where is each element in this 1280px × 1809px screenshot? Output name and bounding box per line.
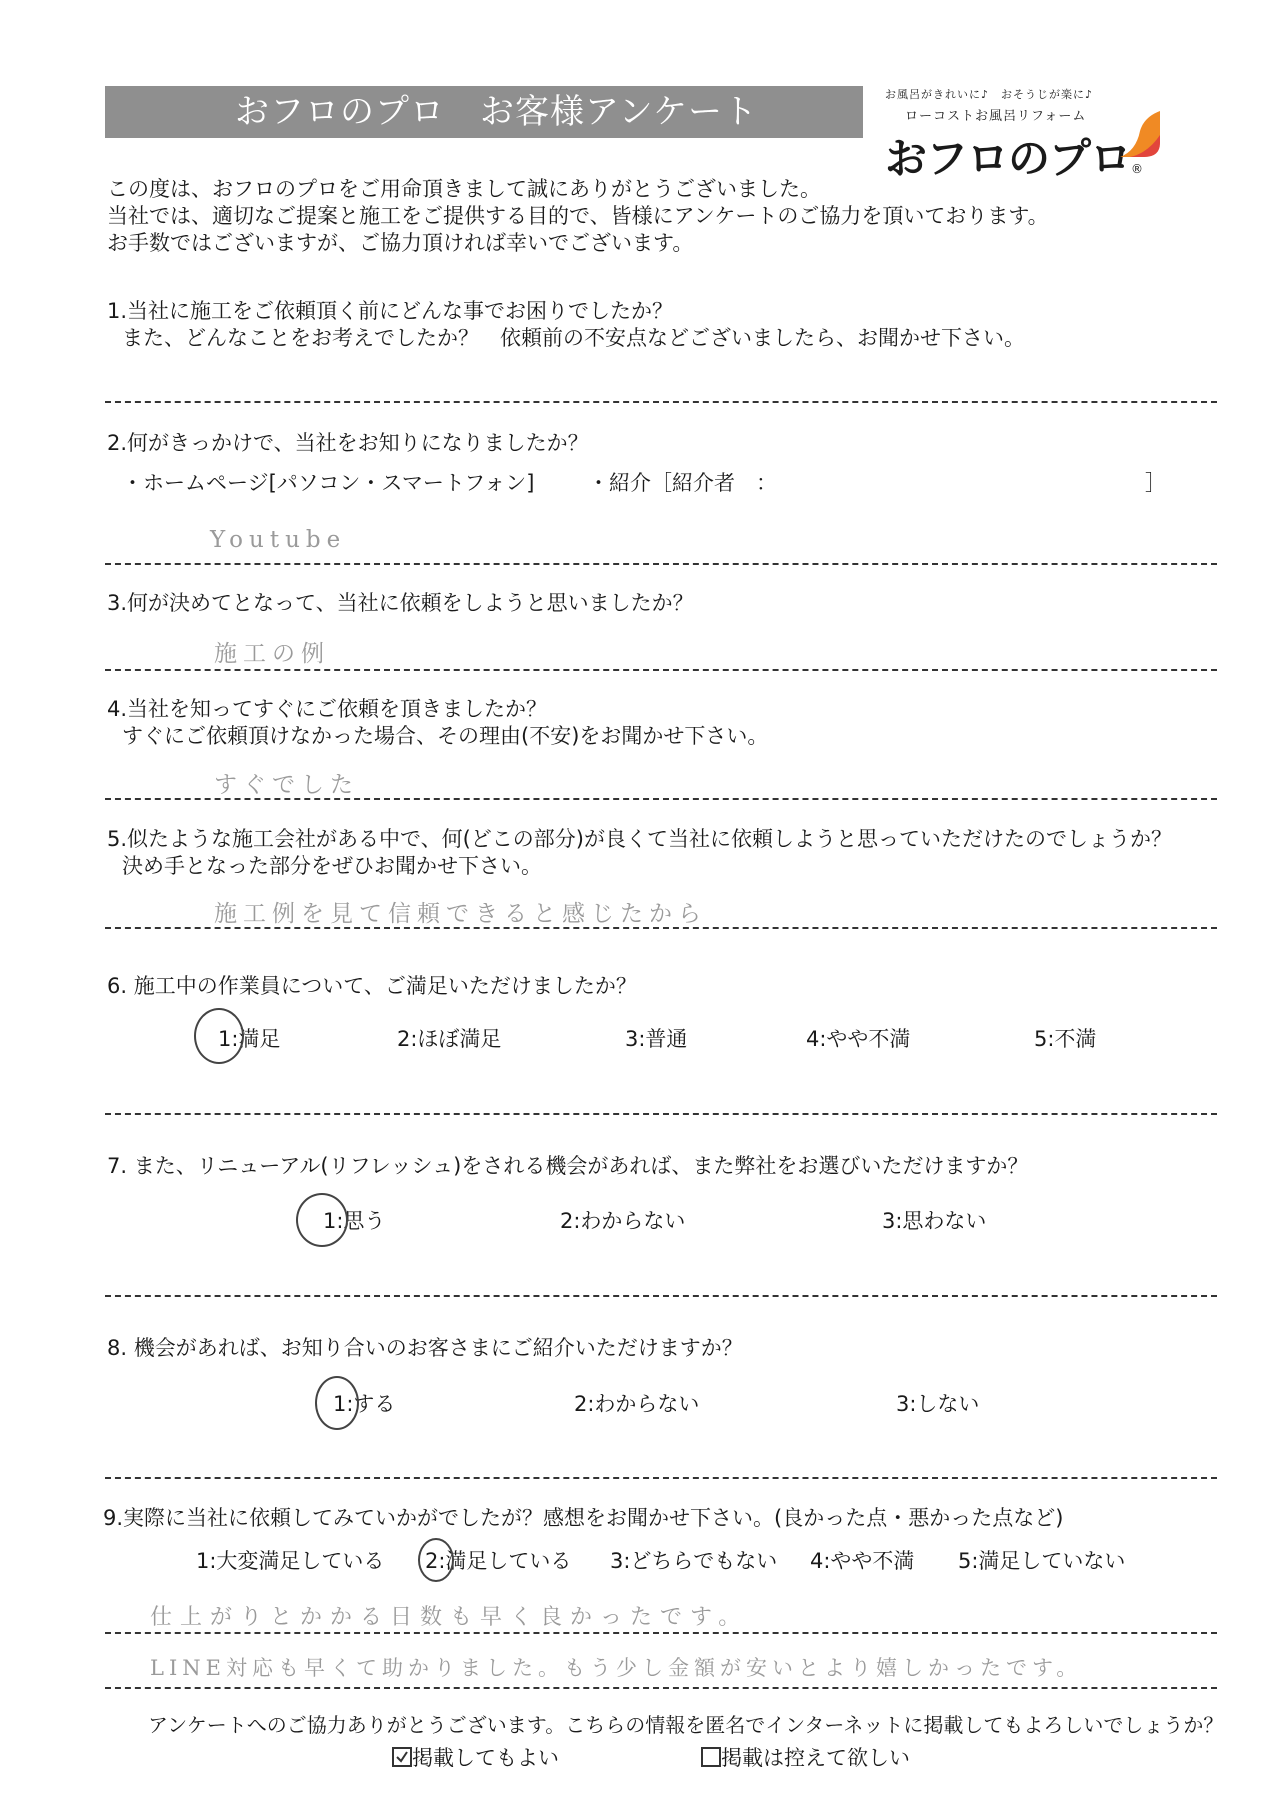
intro-line-3: お手数ではございますが、ご協力頂ければ幸いでございます。 <box>107 231 694 255</box>
q2-question: 2.何がきっかけで、当社をお知りになりましたか？ <box>107 431 589 455</box>
q4-handwritten-answer: すぐでした <box>214 772 359 798</box>
survey-title: おフロのプロ お客様アンケート <box>105 86 863 138</box>
q8-option-3[interactable]: 3:しない <box>896 1392 980 1416</box>
q3-answer-line <box>105 669 1217 671</box>
q7-option-3[interactable]: 3:思わない <box>882 1209 987 1233</box>
q6-option-4[interactable]: 4:やや不満 <box>806 1027 911 1051</box>
q9-selected-circle <box>418 1538 454 1582</box>
q6-option-1[interactable]: 1:満足 <box>218 1027 281 1051</box>
q6-divider <box>105 1113 1217 1115</box>
q1-question: 1.当社に施工をご依頼頂く前にどんな事でお困りでしたか？ <box>107 299 674 323</box>
q9-handwritten-answer-1: 仕上がりとかかる日数も早く良かったです。 <box>150 1605 749 1630</box>
intro-line-1: この度は、おフロのプロをご用命頂きまして誠にありがとうございました。 <box>107 177 821 201</box>
intro-line-2: 当社では、適切なご提案と施工をご提供する目的で、皆様にアンケートのご協力を頂いております。 <box>107 204 1049 228</box>
logo-subtitle: ローコストお風呂リフォーム <box>905 109 1087 124</box>
q3-handwritten-answer: 施工の例 <box>214 641 330 667</box>
q2-option-referral: ・紹介［紹介者 ： <box>588 471 777 495</box>
q9-option-1[interactable]: 1:大変満足している <box>196 1549 385 1573</box>
q9-option-5[interactable]: 5:満足していない <box>958 1549 1126 1573</box>
q6-option-5[interactable]: 5:不満 <box>1034 1027 1097 1051</box>
q9-question: 9.実際に当社に依頼してみていかがでしたが？感想をお聞かせ下さい。(良かった点・悪かった点など) <box>103 1506 1064 1530</box>
q5-handwritten-answer: 施工例を見て信頼できると感じたから <box>214 901 707 927</box>
q6-question: 6. 施工中の作業員について、ご満足いただけましたか？ <box>107 974 637 998</box>
footer-option-ok-label: 掲載してもよい <box>412 1746 559 1770</box>
q8-question: 8. 機会があれば、お知り合いのお客さまにご紹介いただけますか？ <box>107 1336 743 1360</box>
q2-referral-bracket: ］ <box>1145 471 1166 495</box>
q9-option-4[interactable]: 4:やや不満 <box>810 1549 915 1573</box>
q9-answer-line-1 <box>105 1632 1217 1634</box>
logo-tagline: お風呂がきれいに♪ おそうじが楽に♪ <box>885 88 1094 101</box>
q4-answer-line <box>105 798 1217 800</box>
logo-mark-icon <box>1120 111 1160 157</box>
q8-divider <box>105 1477 1217 1479</box>
q3-question: 3.何が決めてとなって、当社に依頼をしようと思いましたか？ <box>107 591 694 615</box>
footer-option-ok[interactable] <box>392 1742 559 1772</box>
q7-question: 7. また、リニューアル(リフレッシュ)をされる機会があれば、また弊社をお選びいただけますか？ <box>107 1154 1029 1178</box>
footer-consent-question: アンケートへのご協力ありがとうございます。こちらの情報を匿名でインターネットに掲載してもよろしいでしょうか？ <box>148 1713 1224 1737</box>
q7-option-2[interactable]: 2:わからない <box>560 1209 686 1233</box>
footer-option-ng-label: 掲載は控えて欲しい <box>721 1746 910 1770</box>
q6-selected-circle <box>194 1008 244 1064</box>
logo-name: おフロのプロ® <box>885 134 1143 183</box>
q8-option-2[interactable]: 2:わからない <box>574 1392 700 1416</box>
q9-option-2[interactable]: 2:満足している <box>425 1549 572 1573</box>
q6-option-3[interactable]: 3:普通 <box>625 1027 688 1051</box>
q7-option-1[interactable]: 1:思う <box>323 1209 386 1233</box>
q5-answer-line <box>105 927 1217 929</box>
footer-option-ng[interactable] <box>701 1742 910 1772</box>
q1-answer-line <box>105 401 1217 403</box>
q2-handwritten-answer: Youtube <box>210 527 347 553</box>
q5-question: 5.似たような施工会社がある中で、何(どこの部分)が良くて当社に依頼しようと思っていただけたのでしょうか？ <box>107 827 1172 851</box>
q8-option-1[interactable]: 1:する <box>333 1392 396 1416</box>
company-logo <box>885 86 1165 186</box>
q9-option-3[interactable]: 3:どちらでもない <box>610 1549 778 1573</box>
q9-answer-line-2 <box>105 1687 1217 1689</box>
q7-divider <box>105 1295 1217 1297</box>
q6-option-2[interactable]: 2:ほぼ満足 <box>397 1027 502 1051</box>
q2-option-homepage: ・ホームページ[パソコン・スマートフォン] <box>122 471 535 495</box>
q2-answer-line <box>105 563 1217 565</box>
checkbox-empty-icon[interactable] <box>701 1747 721 1767</box>
q7-selected-circle <box>296 1193 348 1247</box>
q1-question-line2: また、どんなことをお考えでしたか？ 依頼前の不安点などございましたら、お聞かせ下さい。 <box>122 326 1025 350</box>
q9-handwritten-answer-2: LINE対応も早くて助かりました。もう少し金額が安いとより嬉しかったです。 <box>150 1656 1083 1680</box>
q8-selected-circle <box>315 1376 359 1430</box>
q5-question-line2: 決め手となった部分をぜひお聞かせ下さい。 <box>122 854 542 878</box>
q4-question: 4.当社を知ってすぐにご依頼を頂きましたか？ <box>107 697 548 721</box>
checkbox-checked-icon[interactable] <box>392 1747 412 1767</box>
q4-question-line2: すぐにご依頼頂けなかった場合、その理由(不安)をお聞かせ下さい。 <box>122 724 769 748</box>
